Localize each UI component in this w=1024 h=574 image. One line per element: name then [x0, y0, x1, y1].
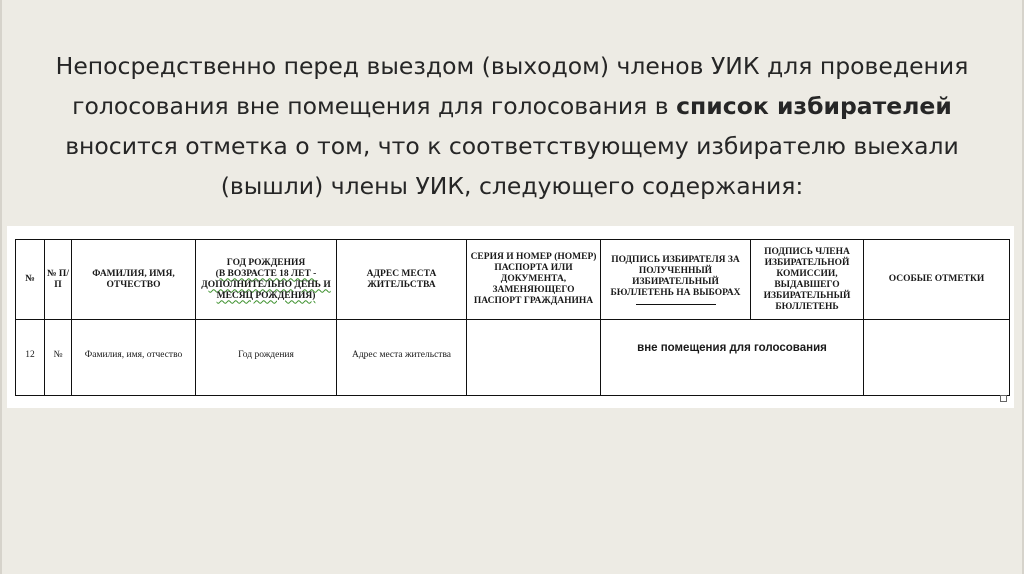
- table-panel: [7, 226, 1014, 408]
- heading-text-part1: Непосредственно перед выездом (выходом) членов УИК для проведения голосования вне помещения для голосования в: [55, 52, 969, 120]
- heading-text-part2: вносится отметка о том, что к соответствующему избирателю выехали (вышли) члены УИК, следующего содержания:: [65, 132, 959, 200]
- header-full-name: ФАМИЛИЯ, ИМЯ, ОТЧЕСТВО: [72, 240, 196, 320]
- table-header-row: [16, 240, 1010, 320]
- header-row-number: №: [16, 240, 45, 320]
- voter-list-table: [15, 239, 1010, 396]
- header-special-notes: ОСОБЫЕ ОТМЕТКИ: [864, 240, 1010, 320]
- cell-address: Адрес места жительства: [337, 320, 467, 396]
- header-birth-year: [196, 240, 337, 320]
- header-birth-year-line2: (В ВОЗРАСТЕ 18 ЛЕТ - ДОПОЛНИТЕЛЬНО ДЕНЬ И МЕСЯЦ РОЖДЕНИЯ): [201, 268, 331, 301]
- cell-passport: [467, 320, 601, 396]
- header-voter-signature-text: ПОДПИСЬ ИЗБИРАТЕЛЯ ЗА ПОЛУЧЕННЫЙ ИЗБИРАТЕЛЬНЫЙ БЮЛЛЕТЕНЬ НА ВЫБОРАХ: [610, 254, 741, 298]
- cell-order-number: №: [45, 320, 72, 396]
- cell-row-number: 12: [16, 320, 45, 396]
- header-passport: СЕРИЯ И НОМЕР (НОМЕР) ПАСПОРТА ИЛИ ДОКУМЕНТА, ЗАМЕНЯЮЩЕГО ПАСПОРТ ГРАЖДАНИНА: [467, 240, 601, 320]
- slide-left-border: [0, 0, 2, 574]
- cell-signatures-note: вне помещения для голосования: [601, 320, 864, 396]
- header-voter-signature: [601, 240, 751, 320]
- cell-birth-year: Год рождения: [196, 320, 337, 396]
- header-birth-year-line1: ГОД РОЖДЕНИЯ: [226, 257, 306, 268]
- signature-line: [636, 304, 716, 305]
- slide-heading: [30, 46, 994, 206]
- cell-special-notes: [864, 320, 1010, 396]
- heading-bold-text: список избирателей: [676, 92, 952, 120]
- resize-handle-icon: [1000, 395, 1007, 402]
- header-address: АДРЕС МЕСТА ЖИТЕЛЬСТВА: [337, 240, 467, 320]
- header-member-signature: ПОДПИСЬ ЧЛЕНА ИЗБИРАТЕЛЬНОЙ КОМИССИИ, ВЫДАВШЕГО ИЗБИРАТЕЛЬНЫЙ БЮЛЛЕТЕНЬ: [751, 240, 864, 320]
- cell-full-name: Фамилия, имя, отчество: [72, 320, 196, 396]
- header-order-number: № П/П: [45, 240, 72, 320]
- table-row: [16, 320, 1010, 396]
